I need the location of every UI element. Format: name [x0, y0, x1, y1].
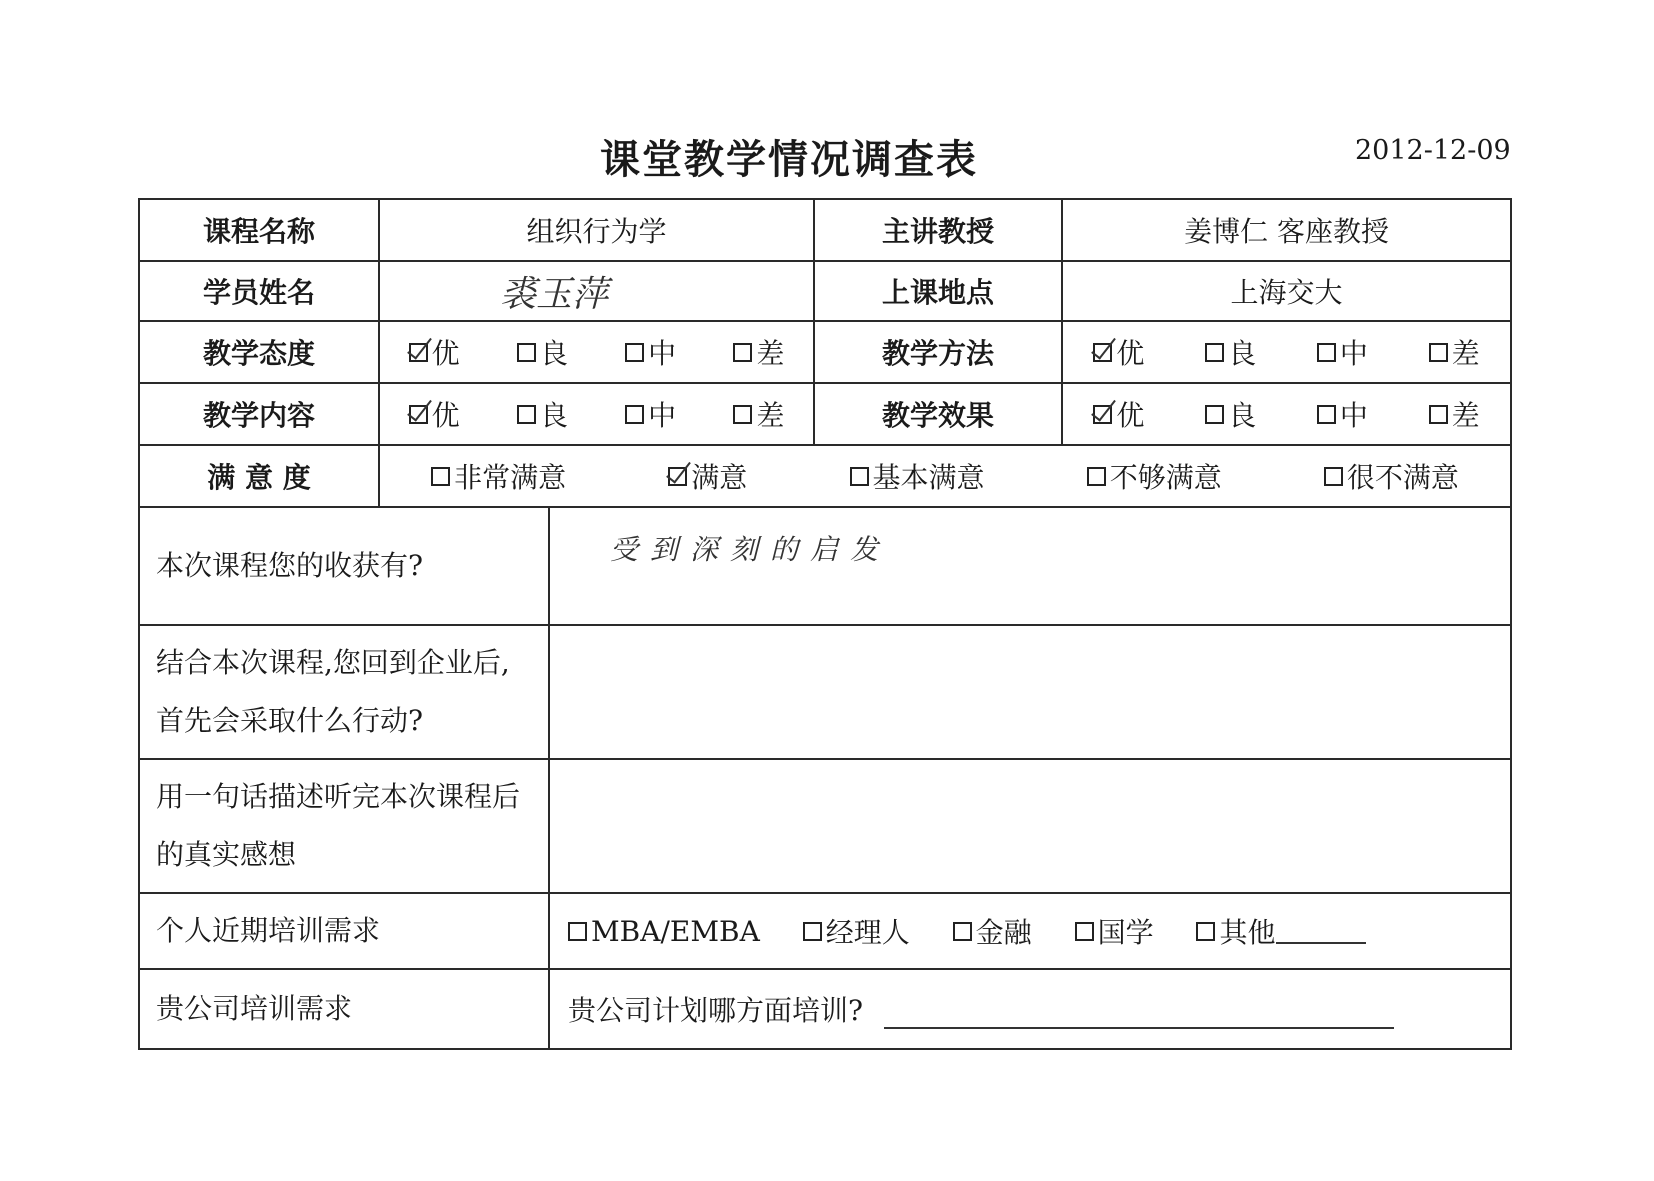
checkbox-icon	[1429, 343, 1448, 362]
effect-option-excellent[interactable]: 优	[1093, 394, 1144, 434]
attitude-label: 教学态度	[139, 321, 379, 383]
student-row	[139, 261, 1511, 321]
satisfaction-row	[139, 445, 1511, 507]
effect-option-good[interactable]: 良	[1205, 394, 1256, 434]
method-option-poor[interactable]: 差	[1429, 332, 1480, 372]
needs-option-mba[interactable]: MBA/EMBA	[568, 915, 760, 948]
checkbox-icon	[1324, 467, 1343, 486]
course-name-value: 组织行为学	[379, 199, 814, 261]
checkbox-icon	[850, 467, 869, 486]
method-label: 教学方法	[814, 321, 1062, 383]
checkbox-checked-icon	[409, 405, 428, 424]
needs-option-guoxue[interactable]: 国学	[1075, 911, 1154, 951]
checkbox-icon	[1205, 343, 1224, 362]
satisfaction-basically-satisfied[interactable]: 基本满意	[850, 456, 985, 496]
course-name-label: 课程名称	[139, 199, 379, 261]
attitude-option-poor[interactable]: 差	[733, 332, 784, 372]
feeling-question: 用一句话描述听完本次课程后的真实感想	[139, 759, 549, 893]
effect-options	[1062, 383, 1511, 445]
feeling-row	[139, 759, 1511, 893]
company-needs-label: 贵公司培训需求	[139, 969, 549, 1049]
checkbox-checked-icon	[1093, 405, 1112, 424]
company-needs-field	[549, 969, 1511, 1049]
checkbox-icon	[953, 922, 972, 941]
checkbox-icon	[1205, 405, 1224, 424]
personal-needs-label: 个人近期培训需求	[139, 893, 549, 969]
satisfaction-not-satisfied[interactable]: 不够满意	[1087, 456, 1222, 496]
content-option-excellent[interactable]: 优	[409, 394, 460, 434]
needs-option-manager[interactable]: 经理人	[803, 911, 910, 951]
action-question: 结合本次课程,您回到企业后,首先会采取什么行动?	[139, 625, 549, 759]
satisfaction-satisfied[interactable]: 满意	[668, 456, 747, 496]
checkbox-icon	[1317, 405, 1336, 424]
action-row	[139, 625, 1511, 759]
personal-needs-options	[549, 893, 1511, 969]
effect-option-poor[interactable]: 差	[1429, 394, 1480, 434]
company-needs-blank-line[interactable]	[884, 1001, 1394, 1029]
attitude-option-average[interactable]: 中	[625, 332, 676, 372]
company-needs-question: 贵公司计划哪方面培训?	[568, 994, 864, 1027]
effect-label: 教学效果	[814, 383, 1062, 445]
content-option-poor[interactable]: 差	[733, 394, 784, 434]
survey-form	[138, 198, 1512, 1050]
attitude-option-good[interactable]: 良	[517, 332, 568, 372]
page-title: 课堂教学情况调查表	[600, 137, 978, 183]
needs-option-other[interactable]: 其他	[1196, 911, 1365, 951]
content-effect-row	[139, 383, 1511, 445]
checkbox-icon	[803, 922, 822, 941]
method-options	[1062, 321, 1511, 383]
attitude-method-row	[139, 321, 1511, 383]
attitude-options	[379, 321, 814, 383]
other-blank-line[interactable]	[1276, 918, 1366, 944]
content-options	[379, 383, 814, 445]
professor-label: 主讲教授	[814, 199, 1062, 261]
professor-value: 姜博仁 客座教授	[1062, 199, 1511, 261]
checkbox-icon	[625, 343, 644, 362]
checkbox-icon	[733, 405, 752, 424]
satisfaction-very-unsatisfied[interactable]: 很不满意	[1324, 456, 1459, 496]
checkbox-icon	[1429, 405, 1448, 424]
gain-answer-handwriting: 受到深刻的启发	[610, 533, 891, 566]
needs-option-finance[interactable]: 金融	[953, 911, 1032, 951]
checkbox-icon	[625, 405, 644, 424]
checkbox-icon	[568, 922, 587, 941]
location-label: 上课地点	[814, 261, 1062, 321]
checkbox-icon	[431, 467, 450, 486]
course-row	[139, 199, 1511, 261]
location-value: 上海交大	[1062, 261, 1511, 321]
student-name-field[interactable]	[379, 261, 814, 321]
company-needs-row	[139, 969, 1511, 1049]
satisfaction-options	[379, 445, 1511, 507]
student-name-label: 学员姓名	[139, 261, 379, 321]
effect-option-average[interactable]: 中	[1317, 394, 1368, 434]
form-date: 2012-12-09	[1355, 135, 1511, 166]
personal-needs-row	[139, 893, 1511, 969]
method-option-good[interactable]: 良	[1205, 332, 1256, 372]
gain-answer-field[interactable]	[549, 507, 1511, 625]
checkbox-icon	[517, 343, 536, 362]
satisfaction-very-satisfied[interactable]: 非常满意	[431, 456, 566, 496]
attitude-option-excellent[interactable]: 优	[409, 332, 460, 372]
checkbox-icon	[1317, 343, 1336, 362]
satisfaction-label: 满 意 度	[139, 445, 379, 507]
method-option-excellent[interactable]: 优	[1093, 332, 1144, 372]
checkbox-icon	[517, 405, 536, 424]
checkbox-icon	[1196, 922, 1215, 941]
content-option-good[interactable]: 良	[517, 394, 568, 434]
content-option-average[interactable]: 中	[625, 394, 676, 434]
method-option-average[interactable]: 中	[1317, 332, 1368, 372]
checkbox-checked-icon	[409, 343, 428, 362]
checkbox-icon	[1087, 467, 1106, 486]
checkbox-checked-icon	[668, 467, 687, 486]
action-answer-field[interactable]	[549, 625, 1511, 759]
feeling-answer-field[interactable]	[549, 759, 1511, 893]
gain-question: 本次课程您的收获有?	[139, 507, 549, 625]
content-label: 教学内容	[139, 383, 379, 445]
checkbox-icon	[733, 343, 752, 362]
checkbox-checked-icon	[1093, 343, 1112, 362]
gain-row	[139, 507, 1511, 625]
student-name-handwriting: 裘玉萍	[500, 273, 609, 315]
checkbox-icon	[1075, 922, 1094, 941]
